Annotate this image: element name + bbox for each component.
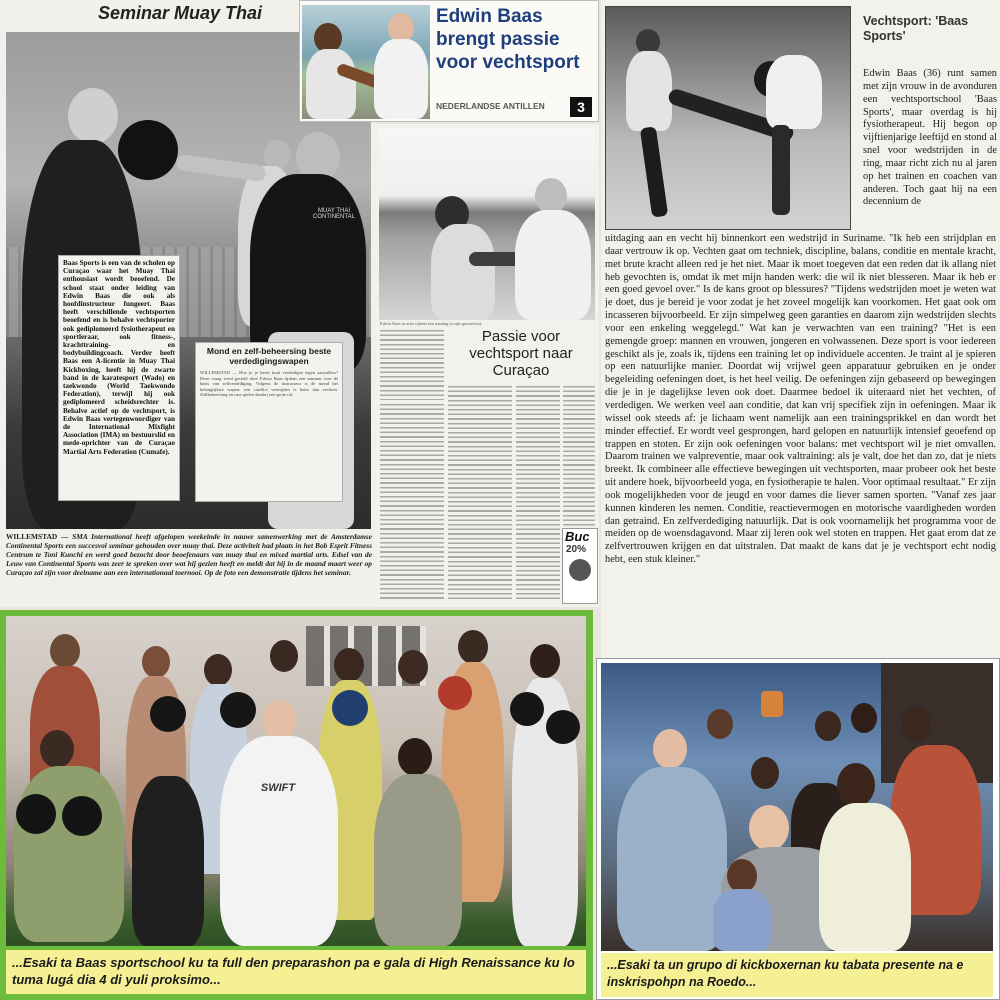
lamp-icon: [761, 691, 783, 717]
clip-edwin-baas-headline: [299, 0, 599, 122]
clip-vechtsport-baas-sports: [601, 0, 1000, 660]
clip3-photo-caption: Edwin Baas in actie tijdens een training in zijn sportschool.: [380, 321, 483, 326]
boxing-glove-icon: [510, 692, 544, 726]
clip3-ad-text: Buc: [565, 529, 590, 544]
clip1-inset-caption: Baas Sports is een van de scholen op Curaçao waar het Muay Thai enthousiast wordt beoefend. De school staat onder leiding van Edwin Baas die ook als hoofdinstructeur fungeert. Baas heeft verschillende vechtsporten beoefend en is behalve vechtsporter ook gediplomeerd fysiotherapeut en sportleraar, ook fitness-, krachttraining- en bodybuildingcoach. Verder heeft Baas een A-licentie in Muay Thai Kickboxing, heeft hij de zwarte band in de karatesport (Wado) en taekwondo (World Taekwondo Federation), terwijl hij ook gediplomeerd scheidsrechter is. Behalve actief op de vechtsport, is Edwin Baas vertegenwoordiger van de International Mixfight Association (IMA) en bestuurslid en mede-oprichter van de Curaçao Martial Arts Federation (Cumafe).: [63, 259, 175, 456]
clip5-group-photo: [6, 616, 586, 946]
clip3-headline: Passie voor vechtsport naar Curaçao: [469, 328, 573, 379]
clip4-intro: Edwin Baas (36) runt samen met zijn vrouw in de avonduren een vechtsportschool 'Baas Sports', maar overdag is hij fysiotherapeut. Hij begon op vijftienjarige leeftijd en stond al snel voor wedstrijden in de ring, maar richt zich nu al jaren op het trainen en coachen van anderen. Toch gaat hij na een decennium de: [863, 68, 997, 208]
clip-passie-naar-curacao: [376, 124, 599, 607]
clip3-column-3: [516, 386, 560, 602]
clip6-caption-box: [601, 953, 993, 997]
clip6-group-photo: [601, 663, 993, 951]
clip2-headline: Edwin Baas brengt passie voor vechtsport: [436, 6, 580, 73]
clip-baas-sportschool-group: [0, 610, 593, 1000]
clip4-kicker: Vechtsport: 'Baas Sports': [863, 14, 969, 43]
clip4-body: uitdaging aan en vecht hij binnenkort een wedstrijd in Suriname. "Ik heb een strijdplan en daar vertrouw ik op. Vechten gaat om techniek, discipline, balans, conditie en mentale kracht, met brute kracht alleen red je het niet. Maar ik moet toegeven dat een reden dat ik allang niet heb gevochten is, omdat ik met mijn handen werk: die wil ik niet blesseren. Maar ik heb er een goed gevoel over." Is de kans groot op blessures? "Tijdens wedstrijden moet je weten wat je doet, dus je bereid je voor zodat je het zoveel mogelijk kan voorkomen. Het gaat ook om incasseren bijvoorbeeld. Er zijn simpelweg geen garanties en daarom zijn wedstrijden slechts voor een enkeling weggelegd." Wat kan je verwachten van een training? "Het is een gemengde groep: mannen en vrouwen, jongeren en volwassenen. Deze sport is voor iedereen geschikt als je, zoals ik, tijdens een training let op individuele accenten. Je traint al je spieren op een natuurlijke manier. Doordat wij vrijwel geen apparatuur gebruiken en je onder begeleiding oefeningen doet, is het heel veilig. De oefeningen zijn gebaseerd op bewegingen die je in je dagelijkse leven ook doet. Daarmee bedoel ik uiteraard niet het vechten, of verdedigen. We werken veel aan conditie, dat kan vrij specifiek zijn in oefeningen. Maar ik wissel ook steeds af: je lichaam went namelijk aan een trainingsprikkel en dan wordt het minder effectief. Er wordt veel gesprongen, hard gelopen en natuurlijk intensief geoefend op trappen en stoten. Er zijn ook oefeningen voor balans: met vechtsport wil je niet omvallen. Daarom trainen we valpreventie, maar ook valtraining: als je valt, doe het dan zo, dat je niets breekt. Ik combineer alle effectieve bewegingen uit vechtsporten, maar probeer ook het beste uit andere hoek, bijvoorbeeld yoga, en fysiotherapie te halen. Voor optimaal resultaat." Er zijn ook mogelijkheden voor de jeugd en voor dames die liever samen sporten. "Vanaf zes jaar kunnen kinderen les nemen. Conditie, reactievermogen en motorische vaardigheden worden dan getraind. En zelfverdediging natuurlijk. Dat is ook voornamelijk het programma voor de meiden op de woensdagavond. Maar zij leren ook wel stoten en trappen. Het gaat erom dat ze zelfvertrouwen krijgen en dat uitstralen. Dat maakt de kans dat je je vechtsport echt nodig hebt, een stuk kleiner.": [605, 233, 996, 566]
clip3-ad-percent: 20%: [566, 544, 587, 555]
clip6-caption: ...Esaki ta un grupo di kickboxernan ku tabata presente na e inskrispohpn na Roedo...: [607, 958, 964, 989]
boxing-glove-icon: [546, 710, 580, 744]
clip3-ad: [562, 528, 598, 604]
boxing-glove-icon: [220, 692, 256, 728]
boxing-glove-icon: [118, 120, 178, 180]
clip3-column-4: [563, 386, 595, 526]
boxing-glove-icon: [150, 696, 186, 732]
clip2-page-number: 3: [570, 97, 592, 117]
clip4-kick-photo: [605, 6, 851, 230]
clip1-sidebar: [195, 342, 343, 502]
boxing-glove-icon: [62, 796, 102, 836]
clip5-shirt-text: SWIFT: [260, 782, 296, 794]
clip3-ad-logo-icon: [569, 559, 591, 581]
boxing-glove-icon: [438, 676, 472, 710]
clip1-headline: Seminar Muay Thai: [98, 3, 263, 23]
clip1-sidebar-title: Mond en zelf-beheersing beste verdedigingswapen: [206, 346, 332, 366]
clip1-bottom-article: [6, 532, 372, 604]
clip5-caption-box: [6, 950, 586, 994]
clip2-training-photo: [302, 5, 430, 119]
clip1-bottom-text: — SMA International heeft afgelopen weekeinde in nauwe samenwerking met de Amsterdamse Continental Sports een succesvol seminar gehouden over muay thai. Deze activiteit had plaats in het Bob Esprit Fitness Centrum te Toni Kunchi en werd goed bezocht door beoefenaars van muay thai en mixed martial arts. Edsel van de Leuw van Continental Sports was zeer te spreken over wat hij gezien heeft en meldt dat hij in de maand maart weer op Curaçao zal zijn voor deelname aan een internationaal toernooi. Op de foto een demonstratie tijdens het seminar.: [6, 532, 372, 577]
clip3-column-intro: [380, 330, 444, 400]
clip1-bottom-lead: WILLEMSTAD: [6, 532, 58, 541]
clip1-sidebar-text: WILLEMSTAD — Hoe je je beste kunt verdedigen tegen aanvallers? Deze vraag werd gesteld door Edwin Baas tijdens een seminar over de basis van zelfverdediging. Volgens de instructeur is de mond het belangrijkste wapen: een conflict vermijden is beter dan vechten. Zelfbeheersing en rust spelen daarbij een grote rol.: [200, 370, 338, 398]
boxing-glove-icon: [16, 794, 56, 834]
clip2-section: NEDERLANDSE ANTILLEN: [436, 101, 545, 111]
clip3-column-2: [448, 386, 512, 602]
clip1-inset-caption-box: [58, 255, 180, 501]
clip5-caption: ...Esaki ta Baas sportschool ku ta full den preparashon pa e gala di High Renaissance ku lo tuma lugá dia 4 di yuli proksimo...: [12, 955, 575, 987]
clip3-column-1: [380, 404, 444, 602]
clip3-training-photo: [379, 128, 595, 320]
clip-kickboxers-group: [596, 658, 1000, 1000]
clip1-shirt-text: MUAY THAI CONTINENTAL: [313, 208, 355, 220]
boxing-glove-icon: [332, 690, 368, 726]
